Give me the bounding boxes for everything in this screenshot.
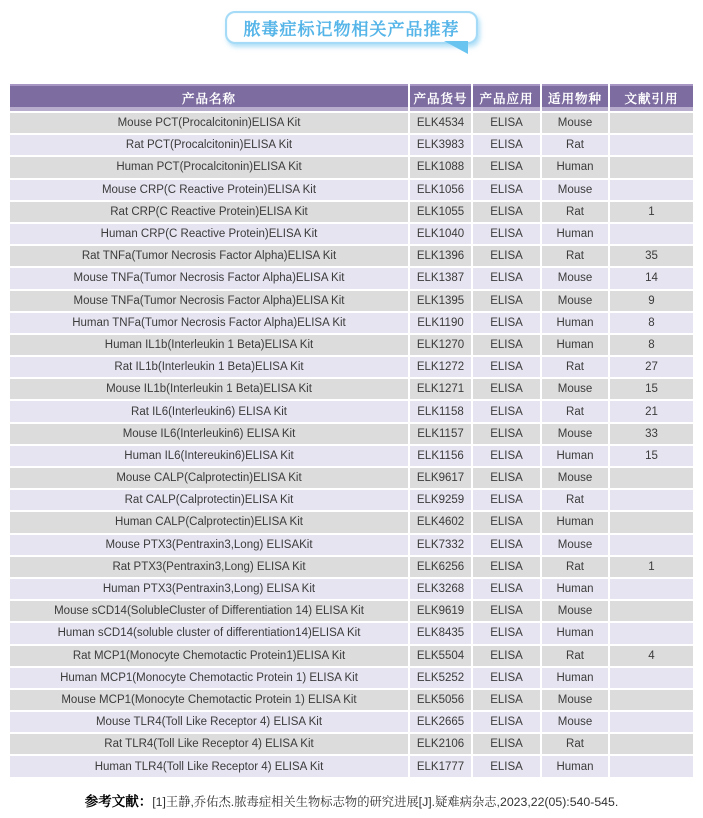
citation-count-cell bbox=[610, 157, 693, 177]
table-row bbox=[10, 268, 693, 288]
product-name-cell: Mouse PCT(Procalcitonin)ELISA Kit bbox=[10, 113, 408, 133]
header-citations: 文献引用 bbox=[610, 84, 693, 111]
application-cell: ELISA bbox=[473, 113, 540, 133]
application-cell: ELISA bbox=[473, 268, 540, 288]
catalog-number-cell: ELK1271 bbox=[410, 379, 471, 399]
application-cell: ELISA bbox=[473, 668, 540, 688]
species-cell: Human bbox=[542, 668, 608, 688]
species-cell: Human bbox=[542, 157, 608, 177]
product-name-cell: Mouse TLR4(Toll Like Receptor 4) ELISA Kit bbox=[10, 712, 408, 732]
species-cell: Mouse bbox=[542, 291, 608, 311]
application-cell: ELISA bbox=[473, 401, 540, 421]
catalog-number-cell: ELK3268 bbox=[410, 579, 471, 599]
product-name-cell: Mouse IL1b(Interleukin 1 Beta)ELISA Kit bbox=[10, 379, 408, 399]
product-name-cell: Rat PCT(Procalcitonin)ELISA Kit bbox=[10, 135, 408, 155]
product-name-cell: Mouse sCD14(SolubleCluster of Differentiation 14) ELISA Kit bbox=[10, 601, 408, 621]
catalog-number-cell: ELK1396 bbox=[410, 246, 471, 266]
application-cell: ELISA bbox=[473, 734, 540, 754]
species-cell: Mouse bbox=[542, 379, 608, 399]
application-cell: ELISA bbox=[473, 690, 540, 710]
citation-count-cell bbox=[610, 113, 693, 133]
table-row bbox=[10, 313, 693, 333]
product-name-cell: Mouse IL6(Interleukin6) ELISA Kit bbox=[10, 424, 408, 444]
citation-count-cell bbox=[610, 535, 693, 555]
species-cell: Rat bbox=[542, 202, 608, 222]
table-row bbox=[10, 668, 693, 688]
table-row bbox=[10, 202, 693, 222]
table-row bbox=[10, 291, 693, 311]
product-name-cell: Human PTX3(Pentraxin3,Long) ELISA Kit bbox=[10, 579, 408, 599]
reference-citation: [1]王静,乔佑杰.脓毒症相关生物标志物的研究进展[J].疑难病杂志,2023,22(05):540-545. bbox=[152, 794, 619, 809]
application-cell: ELISA bbox=[473, 379, 540, 399]
citation-count-cell bbox=[610, 579, 693, 599]
table-row bbox=[10, 557, 693, 577]
citation-count-cell bbox=[610, 224, 693, 244]
application-cell: ELISA bbox=[473, 157, 540, 177]
table-row bbox=[10, 180, 693, 200]
product-name-cell: Rat CALP(Calprotectin)ELISA Kit bbox=[10, 490, 408, 510]
application-cell: ELISA bbox=[473, 291, 540, 311]
catalog-number-cell: ELK1777 bbox=[410, 756, 471, 776]
product-name-cell: Rat CRP(C Reactive Protein)ELISA Kit bbox=[10, 202, 408, 222]
citation-count-cell bbox=[610, 468, 693, 488]
application-cell: ELISA bbox=[473, 579, 540, 599]
table-row bbox=[10, 712, 693, 732]
product-name-cell: Human PCT(Procalcitonin)ELISA Kit bbox=[10, 157, 408, 177]
species-cell: Mouse bbox=[542, 113, 608, 133]
species-cell: Human bbox=[542, 623, 608, 643]
product-name-cell: Human IL6(Intereukin6)ELISA Kit bbox=[10, 446, 408, 466]
application-cell: ELISA bbox=[473, 224, 540, 244]
product-name-cell: Mouse MCP1(Monocyte Chemotactic Protein 1) ELISA Kit bbox=[10, 690, 408, 710]
application-cell: ELISA bbox=[473, 446, 540, 466]
table-row bbox=[10, 401, 693, 421]
citation-count-cell bbox=[610, 690, 693, 710]
catalog-number-cell: ELK5504 bbox=[410, 646, 471, 666]
table-row bbox=[10, 157, 693, 177]
page-title: 脓毒症标记物相关产品推荐 bbox=[243, 20, 460, 39]
product-name-cell: Mouse CRP(C Reactive Protein)ELISA Kit bbox=[10, 180, 408, 200]
catalog-number-cell: ELK2665 bbox=[410, 712, 471, 732]
product-name-cell: Human TNFa(Tumor Necrosis Factor Alpha)ELISA Kit bbox=[10, 313, 408, 333]
species-cell: Mouse bbox=[542, 268, 608, 288]
species-cell: Rat bbox=[542, 734, 608, 754]
product-name-cell: Human CALP(Calprotectin)ELISA Kit bbox=[10, 512, 408, 532]
citation-count-cell: 1 bbox=[610, 557, 693, 577]
table-row bbox=[10, 646, 693, 666]
citation-count-cell: 8 bbox=[610, 335, 693, 355]
species-cell: Rat bbox=[542, 490, 608, 510]
species-cell: Rat bbox=[542, 246, 608, 266]
catalog-number-cell: ELK1056 bbox=[410, 180, 471, 200]
application-cell: ELISA bbox=[473, 357, 540, 377]
catalog-number-cell: ELK1158 bbox=[410, 401, 471, 421]
table-row bbox=[10, 512, 693, 532]
table-row bbox=[10, 734, 693, 754]
table-row bbox=[10, 579, 693, 599]
catalog-number-cell: ELK4534 bbox=[410, 113, 471, 133]
species-cell: Rat bbox=[542, 557, 608, 577]
application-cell: ELISA bbox=[473, 424, 540, 444]
species-cell: Mouse bbox=[542, 424, 608, 444]
application-cell: ELISA bbox=[473, 557, 540, 577]
citation-count-cell: 9 bbox=[610, 291, 693, 311]
product-name-cell: Rat PTX3(Pentraxin3,Long) ELISA Kit bbox=[10, 557, 408, 577]
citation-count-cell: 21 bbox=[610, 401, 693, 421]
product-name-cell: Human MCP1(Monocyte Chemotactic Protein 1) ELISA Kit bbox=[10, 668, 408, 688]
catalog-number-cell: ELK1156 bbox=[410, 446, 471, 466]
title-bubble bbox=[225, 11, 478, 44]
table-row bbox=[10, 446, 693, 466]
header-application: 产品应用 bbox=[473, 84, 540, 111]
application-cell: ELISA bbox=[473, 601, 540, 621]
application-cell: ELISA bbox=[473, 468, 540, 488]
citation-count-cell: 14 bbox=[610, 268, 693, 288]
header-species: 适用物种 bbox=[542, 84, 608, 111]
application-cell: ELISA bbox=[473, 335, 540, 355]
product-name-cell: Mouse TNFa(Tumor Necrosis Factor Alpha)ELISA Kit bbox=[10, 291, 408, 311]
species-cell: Rat bbox=[542, 401, 608, 421]
application-cell: ELISA bbox=[473, 646, 540, 666]
species-cell: Human bbox=[542, 756, 608, 776]
product-name-cell: Human IL1b(Interleukin 1 Beta)ELISA Kit bbox=[10, 335, 408, 355]
application-cell: ELISA bbox=[473, 512, 540, 532]
table-row bbox=[10, 224, 693, 244]
product-name-cell: Mouse CALP(Calprotectin)ELISA Kit bbox=[10, 468, 408, 488]
species-cell: Mouse bbox=[542, 712, 608, 732]
citation-count-cell: 8 bbox=[610, 313, 693, 333]
product-name-cell: Mouse TNFa(Tumor Necrosis Factor Alpha)ELISA Kit bbox=[10, 268, 408, 288]
catalog-number-cell: ELK1157 bbox=[410, 424, 471, 444]
table-row bbox=[10, 113, 693, 133]
catalog-number-cell: ELK5056 bbox=[410, 690, 471, 710]
header-product-name: 产品名称 bbox=[10, 84, 408, 111]
product-name-cell: Rat IL1b(Interleukin 1 Beta)ELISA Kit bbox=[10, 357, 408, 377]
application-cell: ELISA bbox=[473, 756, 540, 776]
citation-count-cell: 15 bbox=[610, 446, 693, 466]
application-cell: ELISA bbox=[473, 712, 540, 732]
catalog-number-cell: ELK1272 bbox=[410, 357, 471, 377]
product-name-cell: Human TLR4(Toll Like Receptor 4) ELISA Kit bbox=[10, 756, 408, 776]
species-cell: Rat bbox=[542, 646, 608, 666]
species-cell: Human bbox=[542, 313, 608, 333]
species-cell: Human bbox=[542, 512, 608, 532]
reference-label: 参考文献： bbox=[84, 793, 153, 809]
table-row bbox=[10, 246, 693, 266]
application-cell: ELISA bbox=[473, 246, 540, 266]
table-row bbox=[10, 357, 693, 377]
catalog-number-cell: ELK1270 bbox=[410, 335, 471, 355]
citation-count-cell bbox=[610, 490, 693, 510]
table-row bbox=[10, 690, 693, 710]
species-cell: Mouse bbox=[542, 535, 608, 555]
application-cell: ELISA bbox=[473, 490, 540, 510]
table-row bbox=[10, 756, 693, 776]
species-cell: Rat bbox=[542, 357, 608, 377]
catalog-number-cell: ELK9619 bbox=[410, 601, 471, 621]
table-body bbox=[10, 113, 693, 777]
catalog-number-cell: ELK2106 bbox=[410, 734, 471, 754]
species-cell: Mouse bbox=[542, 180, 608, 200]
table-row bbox=[10, 468, 693, 488]
citation-count-cell bbox=[610, 601, 693, 621]
application-cell: ELISA bbox=[473, 313, 540, 333]
citation-count-cell bbox=[610, 712, 693, 732]
citation-count-cell bbox=[610, 180, 693, 200]
table-row bbox=[10, 335, 693, 355]
speech-bubble-tail-icon bbox=[444, 41, 468, 54]
catalog-number-cell: ELK4602 bbox=[410, 512, 471, 532]
table-row bbox=[10, 535, 693, 555]
catalog-number-cell: ELK1040 bbox=[410, 224, 471, 244]
species-cell: Mouse bbox=[542, 601, 608, 621]
product-name-cell: Rat MCP1(Monocyte Chemotactic Protein1)ELISA Kit bbox=[10, 646, 408, 666]
product-name-cell: Rat IL6(Interleukin6) ELISA Kit bbox=[10, 401, 408, 421]
catalog-number-cell: ELK9617 bbox=[410, 468, 471, 488]
table-header-row bbox=[10, 84, 693, 111]
product-name-cell: Rat TNFa(Tumor Necrosis Factor Alpha)ELISA Kit bbox=[10, 246, 408, 266]
product-name-cell: Mouse PTX3(Pentraxin3,Long) ELISAKit bbox=[10, 535, 408, 555]
catalog-number-cell: ELK9259 bbox=[410, 490, 471, 510]
catalog-number-cell: ELK1088 bbox=[410, 157, 471, 177]
catalog-number-cell: ELK1190 bbox=[410, 313, 471, 333]
species-cell: Human bbox=[542, 335, 608, 355]
citation-count-cell: 35 bbox=[610, 246, 693, 266]
citation-count-cell bbox=[610, 135, 693, 155]
catalog-number-cell: ELK5252 bbox=[410, 668, 471, 688]
species-cell: Human bbox=[542, 579, 608, 599]
citation-count-cell: 4 bbox=[610, 646, 693, 666]
species-cell: Mouse bbox=[542, 468, 608, 488]
catalog-number-cell: ELK1387 bbox=[410, 268, 471, 288]
table-row bbox=[10, 490, 693, 510]
citation-count-cell: 1 bbox=[610, 202, 693, 222]
product-name-cell: Human sCD14(soluble cluster of differentiation14)ELISA Kit bbox=[10, 623, 408, 643]
application-cell: ELISA bbox=[473, 180, 540, 200]
citation-count-cell bbox=[610, 512, 693, 532]
product-name-cell: Rat TLR4(Toll Like Receptor 4) ELISA Kit bbox=[10, 734, 408, 754]
reference-footer bbox=[0, 790, 703, 811]
citation-count-cell bbox=[610, 668, 693, 688]
catalog-number-cell: ELK8435 bbox=[410, 623, 471, 643]
catalog-number-cell: ELK3983 bbox=[410, 135, 471, 155]
citation-count-cell: 15 bbox=[610, 379, 693, 399]
catalog-number-cell: ELK1055 bbox=[410, 202, 471, 222]
catalog-number-cell: ELK7332 bbox=[410, 535, 471, 555]
table-row bbox=[10, 379, 693, 399]
citation-count-cell bbox=[610, 623, 693, 643]
citation-count-cell bbox=[610, 756, 693, 776]
product-table bbox=[10, 84, 693, 777]
header-catalog-number: 产品货号 bbox=[410, 84, 471, 111]
application-cell: ELISA bbox=[473, 535, 540, 555]
table-row bbox=[10, 135, 693, 155]
title-banner bbox=[0, 0, 703, 44]
catalog-number-cell: ELK1395 bbox=[410, 291, 471, 311]
species-cell: Human bbox=[542, 446, 608, 466]
species-cell: Mouse bbox=[542, 690, 608, 710]
table-row bbox=[10, 424, 693, 444]
product-name-cell: Human CRP(C Reactive Protein)ELISA Kit bbox=[10, 224, 408, 244]
citation-count-cell bbox=[610, 734, 693, 754]
citation-count-cell: 33 bbox=[610, 424, 693, 444]
application-cell: ELISA bbox=[473, 135, 540, 155]
application-cell: ELISA bbox=[473, 202, 540, 222]
catalog-number-cell: ELK6256 bbox=[410, 557, 471, 577]
species-cell: Rat bbox=[542, 135, 608, 155]
citation-count-cell: 27 bbox=[610, 357, 693, 377]
table-row bbox=[10, 623, 693, 643]
species-cell: Human bbox=[542, 224, 608, 244]
application-cell: ELISA bbox=[473, 623, 540, 643]
table-row bbox=[10, 601, 693, 621]
